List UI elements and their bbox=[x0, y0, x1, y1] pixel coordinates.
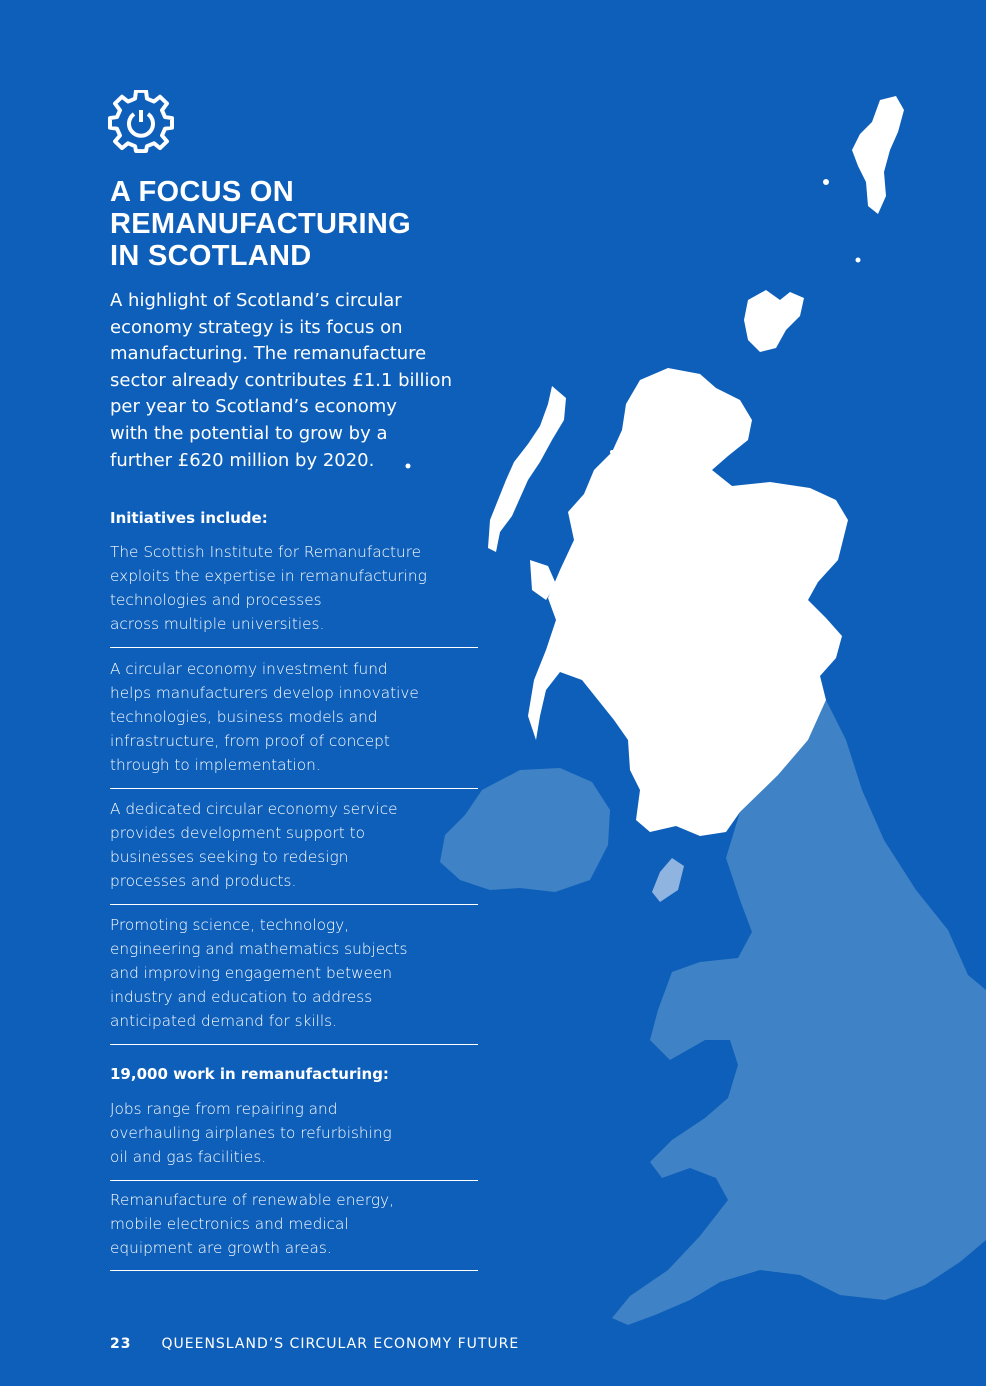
work-text: Jobs range from repairing and overhauling airplanes to refurbishing oil and gas facilities. bbox=[110, 1100, 392, 1166]
initiative-item bbox=[110, 540, 478, 648]
small-island-dot bbox=[610, 450, 614, 454]
work-item bbox=[110, 1097, 478, 1181]
initiative-text: The Scottish Institute for Remanufacture exploits the expertise in remanufacturing technologies and processes across multiple universities. bbox=[110, 543, 427, 633]
isle-of-man-shape bbox=[652, 858, 684, 902]
page-title bbox=[110, 176, 490, 272]
publication-title: QUEENSLAND’S CIRCULAR ECONOMY FUTURE bbox=[161, 1336, 520, 1352]
outer-hebrides-shape bbox=[488, 386, 566, 552]
intro-line: with the potential to grow by a bbox=[110, 422, 388, 444]
work-text: Remanufacture of renewable energy, mobile electronics and medical equipment are growth areas. bbox=[110, 1191, 394, 1257]
intro-line: per year to Scotland’s economy bbox=[110, 396, 397, 418]
title-line: REMANUFACTURING bbox=[110, 208, 411, 240]
initiative-item bbox=[110, 797, 478, 905]
small-island-dot bbox=[823, 179, 829, 185]
page-number: 23 bbox=[110, 1336, 132, 1352]
initiatives-heading: Initiatives include: bbox=[110, 509, 268, 527]
initiative-item bbox=[110, 657, 478, 789]
work-item bbox=[110, 1188, 478, 1271]
intro-line: further £620 million by 2020. bbox=[110, 449, 375, 471]
orkney-shape bbox=[744, 290, 804, 352]
initiative-item bbox=[110, 913, 478, 1045]
intro-line: manufacturing. The remanufacture bbox=[110, 343, 427, 365]
page-footer bbox=[110, 1336, 570, 1352]
small-island-dot bbox=[856, 258, 861, 263]
title-line: IN SCOTLAND bbox=[110, 240, 312, 272]
shetland-shape bbox=[852, 96, 904, 214]
intro-line: sector already contributes £1.1 billion bbox=[110, 369, 452, 391]
title-line: A FOCUS ON bbox=[110, 176, 294, 208]
gear-icon bbox=[108, 90, 174, 156]
intro-line: economy strategy is its focus on bbox=[110, 316, 403, 338]
intro-line: A highlight of Scotland’s circular bbox=[110, 290, 402, 311]
intro-paragraph bbox=[110, 288, 490, 474]
initiative-text: Promoting science, technology, engineering and mathematics subjects and improving engagement between industry and education to address anticipated demand for skills. bbox=[110, 916, 408, 1030]
work-heading: 19,000 work in remanufacturing: bbox=[110, 1065, 389, 1083]
initiative-text: A circular economy investment fund helps manufacturers develop innovative technologies, business models and infrastructure, from proof of concept through to implementation. bbox=[110, 660, 419, 774]
initiative-text: A dedicated circular economy service provides development support to businesses seeking to redesign processes and products. bbox=[110, 800, 398, 890]
